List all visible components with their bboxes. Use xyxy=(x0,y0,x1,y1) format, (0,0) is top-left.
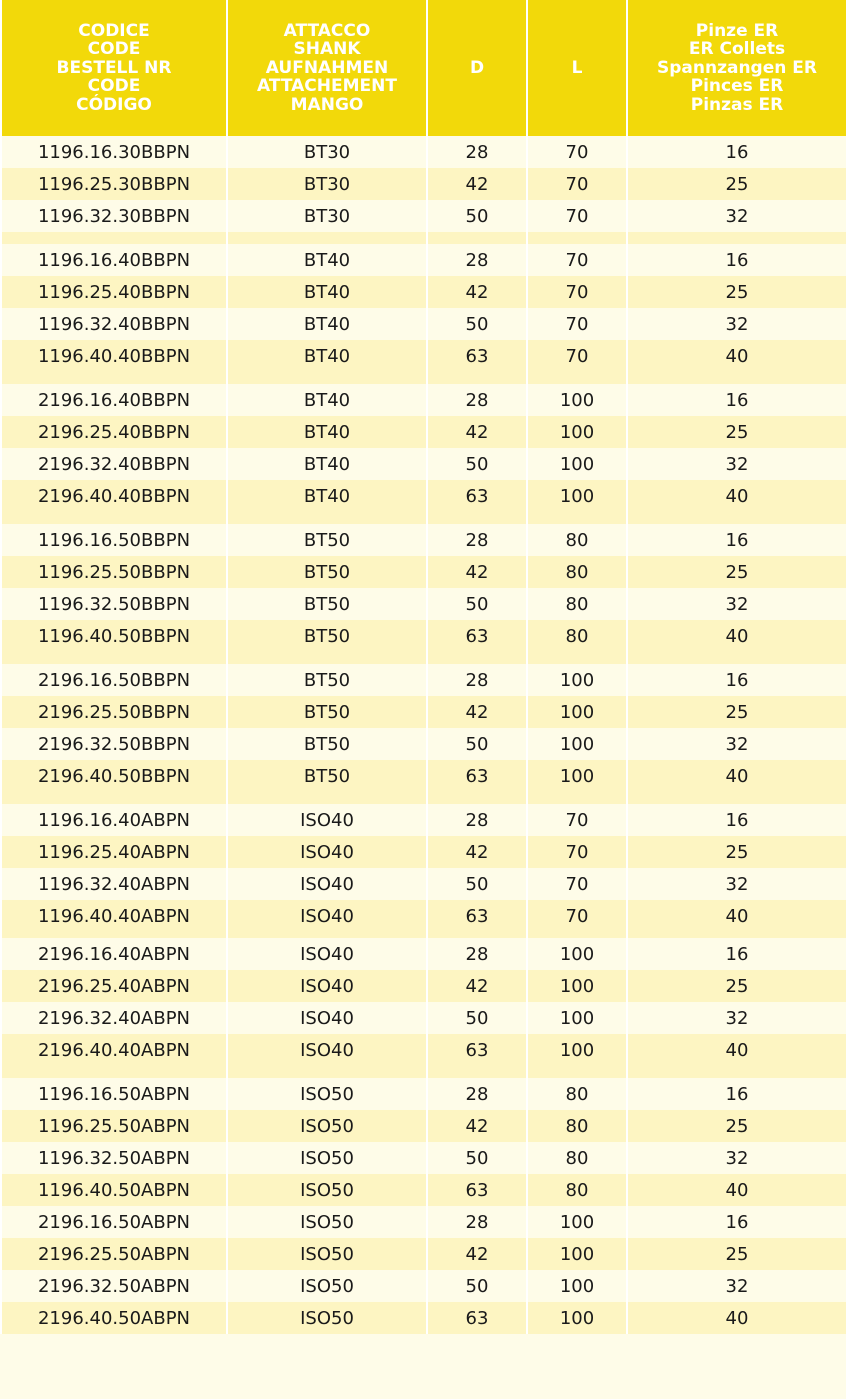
cell-l: 70 xyxy=(527,900,627,932)
group-separator xyxy=(1,372,846,384)
cell-code: 2196.32.40ABPN xyxy=(1,1002,227,1034)
cell-d: 63 xyxy=(427,760,527,792)
separator-cell xyxy=(627,372,846,384)
cell-d: 42 xyxy=(427,696,527,728)
cell-collet: 40 xyxy=(627,900,846,932)
cell-d: 42 xyxy=(427,276,527,308)
cell-code: 2196.16.40BBPN xyxy=(1,384,227,416)
cell-shank: BT30 xyxy=(227,200,427,232)
separator-cell xyxy=(427,372,527,384)
cell-collet: 40 xyxy=(627,1302,846,1334)
cell-collet: 32 xyxy=(627,1142,846,1174)
cell-shank: ISO50 xyxy=(227,1270,427,1302)
cell-d: 28 xyxy=(427,804,527,836)
cell-l: 70 xyxy=(527,340,627,372)
cell-collet: 40 xyxy=(627,480,846,512)
cell-d: 28 xyxy=(427,938,527,970)
cell-shank: BT40 xyxy=(227,340,427,372)
separator-cell xyxy=(427,232,527,244)
cell-shank: ISO50 xyxy=(227,1238,427,1270)
cell-shank: ISO40 xyxy=(227,1002,427,1034)
cell-l: 70 xyxy=(527,136,627,168)
cell-code: 2196.25.40BBPN xyxy=(1,416,227,448)
cell-d: 50 xyxy=(427,728,527,760)
cell-d: 42 xyxy=(427,1238,527,1270)
separator-cell xyxy=(427,652,527,664)
cell-collet: 32 xyxy=(627,308,846,340)
cell-collet: 25 xyxy=(627,836,846,868)
cell-code: 1196.25.50BBPN xyxy=(1,556,227,588)
table-row xyxy=(1,938,846,970)
table-row xyxy=(1,1110,846,1142)
table-row xyxy=(1,556,846,588)
table-row xyxy=(1,276,846,308)
table-row xyxy=(1,1206,846,1238)
separator-cell xyxy=(227,792,427,804)
separator-cell xyxy=(1,232,227,244)
cell-shank: BT50 xyxy=(227,760,427,792)
table-row xyxy=(1,664,846,696)
cell-l: 80 xyxy=(527,524,627,556)
separator-cell xyxy=(227,652,427,664)
header-code: CODICE CODE BESTELL NR CODE CÓDIGO xyxy=(1,0,227,136)
cell-shank: ISO50 xyxy=(227,1302,427,1334)
cell-d: 42 xyxy=(427,970,527,1002)
cell-shank: ISO50 xyxy=(227,1142,427,1174)
cell-l: 80 xyxy=(527,620,627,652)
header-l: L xyxy=(527,0,627,136)
cell-code: 2196.25.40ABPN xyxy=(1,970,227,1002)
separator-cell xyxy=(527,652,627,664)
cell-d: 50 xyxy=(427,448,527,480)
cell-l: 80 xyxy=(527,556,627,588)
table-row xyxy=(1,804,846,836)
cell-code: 1196.40.40BBPN xyxy=(1,340,227,372)
table-row xyxy=(1,384,846,416)
cell-shank: ISO40 xyxy=(227,1034,427,1066)
cell-shank: BT40 xyxy=(227,308,427,340)
cell-collet: 25 xyxy=(627,696,846,728)
cell-shank: ISO40 xyxy=(227,900,427,932)
cell-d: 28 xyxy=(427,136,527,168)
cell-l: 100 xyxy=(527,760,627,792)
cell-code: 1196.32.30BBPN xyxy=(1,200,227,232)
cell-shank: ISO40 xyxy=(227,938,427,970)
table-row xyxy=(1,696,846,728)
cell-code: 1196.25.40BBPN xyxy=(1,276,227,308)
cell-shank: BT40 xyxy=(227,244,427,276)
cell-shank: BT50 xyxy=(227,696,427,728)
cell-collet: 40 xyxy=(627,1174,846,1206)
cell-l: 100 xyxy=(527,448,627,480)
separator-cell xyxy=(1,1066,227,1078)
cell-l: 70 xyxy=(527,244,627,276)
cell-code: 2196.40.50BBPN xyxy=(1,760,227,792)
separator-cell xyxy=(227,372,427,384)
cell-shank: BT40 xyxy=(227,276,427,308)
cell-code: 1196.25.50ABPN xyxy=(1,1110,227,1142)
separator-cell xyxy=(1,512,227,524)
table-row xyxy=(1,900,846,932)
cell-code: 1196.32.40BBPN xyxy=(1,308,227,340)
cell-l: 100 xyxy=(527,970,627,1002)
table-row xyxy=(1,448,846,480)
cell-shank: ISO50 xyxy=(227,1078,427,1110)
cell-code: 1196.32.40ABPN xyxy=(1,868,227,900)
cell-collet: 16 xyxy=(627,938,846,970)
cell-code: 1196.32.50BBPN xyxy=(1,588,227,620)
cell-d: 42 xyxy=(427,1110,527,1142)
cell-code: 2196.16.50BBPN xyxy=(1,664,227,696)
cell-collet: 32 xyxy=(627,1270,846,1302)
cell-code: 1196.16.40BBPN xyxy=(1,244,227,276)
separator-cell xyxy=(1,372,227,384)
separator-cell xyxy=(627,792,846,804)
cell-code: 1196.40.40ABPN xyxy=(1,900,227,932)
cell-d: 28 xyxy=(427,244,527,276)
cell-l: 80 xyxy=(527,1174,627,1206)
table-row xyxy=(1,168,846,200)
cell-code: 2196.25.50BBPN xyxy=(1,696,227,728)
cell-code: 1196.32.50ABPN xyxy=(1,1142,227,1174)
table-row xyxy=(1,416,846,448)
cell-collet: 40 xyxy=(627,340,846,372)
cell-d: 63 xyxy=(427,900,527,932)
cell-code: 1196.16.50BBPN xyxy=(1,524,227,556)
cell-d: 63 xyxy=(427,1302,527,1334)
cell-shank: BT40 xyxy=(227,416,427,448)
table-row xyxy=(1,970,846,1002)
cell-collet: 16 xyxy=(627,384,846,416)
table-row xyxy=(1,1002,846,1034)
separator-cell xyxy=(227,1066,427,1078)
table-row xyxy=(1,244,846,276)
separator-cell xyxy=(527,792,627,804)
table-row xyxy=(1,1142,846,1174)
cell-code: 2196.32.40BBPN xyxy=(1,448,227,480)
cell-shank: ISO40 xyxy=(227,868,427,900)
cell-code: 2196.16.40ABPN xyxy=(1,938,227,970)
cell-shank: BT50 xyxy=(227,728,427,760)
cell-l: 100 xyxy=(527,416,627,448)
cell-code: 2196.25.50ABPN xyxy=(1,1238,227,1270)
group-separator xyxy=(1,1066,846,1078)
separator-cell xyxy=(227,512,427,524)
cell-collet: 25 xyxy=(627,276,846,308)
table-row xyxy=(1,1034,846,1066)
cell-collet: 16 xyxy=(627,1078,846,1110)
cell-code: 1196.16.30BBPN xyxy=(1,136,227,168)
cell-l: 70 xyxy=(527,804,627,836)
cell-collet: 25 xyxy=(627,168,846,200)
cell-collet: 16 xyxy=(627,244,846,276)
separator-cell xyxy=(627,232,846,244)
cell-collet: 40 xyxy=(627,620,846,652)
table-row xyxy=(1,524,846,556)
cell-l: 100 xyxy=(527,1270,627,1302)
header-row xyxy=(1,0,846,136)
cell-d: 50 xyxy=(427,1142,527,1174)
cell-code: 2196.32.50ABPN xyxy=(1,1270,227,1302)
cell-shank: ISO40 xyxy=(227,804,427,836)
cell-l: 70 xyxy=(527,308,627,340)
cell-shank: BT30 xyxy=(227,136,427,168)
cell-l: 70 xyxy=(527,200,627,232)
cell-l: 70 xyxy=(527,168,627,200)
cell-collet: 16 xyxy=(627,804,846,836)
table-row xyxy=(1,1270,846,1302)
cell-code: 2196.40.50ABPN xyxy=(1,1302,227,1334)
cell-code: 2196.16.50ABPN xyxy=(1,1206,227,1238)
separator-cell xyxy=(427,792,527,804)
cell-code: 2196.40.40ABPN xyxy=(1,1034,227,1066)
cell-l: 100 xyxy=(527,1206,627,1238)
cell-d: 28 xyxy=(427,1206,527,1238)
group-separator xyxy=(1,792,846,804)
separator-cell xyxy=(1,652,227,664)
cell-shank: ISO50 xyxy=(227,1174,427,1206)
cell-collet: 25 xyxy=(627,416,846,448)
table-row xyxy=(1,1238,846,1270)
header-collets: Pinze ER ER Collets Spannzangen ER Pinces ER Pinzas ER xyxy=(627,0,846,136)
group-separator xyxy=(1,652,846,664)
separator-cell xyxy=(427,512,527,524)
table-row xyxy=(1,1302,846,1334)
separator-cell xyxy=(527,232,627,244)
separator-cell xyxy=(627,1066,846,1078)
cell-code: 2196.40.40BBPN xyxy=(1,480,227,512)
cell-l: 80 xyxy=(527,1078,627,1110)
separator-cell xyxy=(627,512,846,524)
group-separator xyxy=(1,512,846,524)
cell-l: 100 xyxy=(527,938,627,970)
table-row xyxy=(1,1174,846,1206)
cell-collet: 25 xyxy=(627,1238,846,1270)
header-d: D xyxy=(427,0,527,136)
cell-collet: 25 xyxy=(627,556,846,588)
cell-collet: 16 xyxy=(627,136,846,168)
header-shank: ATTACCO SHANK AUFNAHMEN ATTACHEMENT MANGO xyxy=(227,0,427,136)
table-row xyxy=(1,480,846,512)
separator-cell xyxy=(1,792,227,804)
separator-cell xyxy=(527,372,627,384)
cell-d: 50 xyxy=(427,1270,527,1302)
cell-l: 80 xyxy=(527,588,627,620)
cell-l: 70 xyxy=(527,836,627,868)
cell-l: 70 xyxy=(527,868,627,900)
cell-d: 50 xyxy=(427,308,527,340)
table-body xyxy=(1,136,846,1334)
separator-cell xyxy=(427,1066,527,1078)
cell-shank: ISO40 xyxy=(227,970,427,1002)
cell-shank: ISO40 xyxy=(227,836,427,868)
cell-l: 80 xyxy=(527,1142,627,1174)
cell-shank: BT50 xyxy=(227,664,427,696)
cell-l: 80 xyxy=(527,1110,627,1142)
table-row xyxy=(1,620,846,652)
separator-cell xyxy=(527,1066,627,1078)
cell-code: 1196.16.50ABPN xyxy=(1,1078,227,1110)
table-row xyxy=(1,868,846,900)
cell-collet: 40 xyxy=(627,760,846,792)
cell-d: 42 xyxy=(427,556,527,588)
cell-code: 2196.32.50BBPN xyxy=(1,728,227,760)
cell-d: 50 xyxy=(427,868,527,900)
cell-l: 100 xyxy=(527,1002,627,1034)
table-row xyxy=(1,340,846,372)
cell-shank: BT50 xyxy=(227,588,427,620)
cell-shank: BT40 xyxy=(227,384,427,416)
cell-collet: 32 xyxy=(627,868,846,900)
cell-code: 1196.40.50ABPN xyxy=(1,1174,227,1206)
separator-cell xyxy=(227,232,427,244)
cell-d: 63 xyxy=(427,340,527,372)
cell-code: 1196.25.40ABPN xyxy=(1,836,227,868)
cell-l: 100 xyxy=(527,664,627,696)
separator-cell xyxy=(627,652,846,664)
cell-d: 50 xyxy=(427,1002,527,1034)
cell-d: 28 xyxy=(427,1078,527,1110)
cell-d: 63 xyxy=(427,1174,527,1206)
cell-collet: 16 xyxy=(627,524,846,556)
cell-shank: ISO50 xyxy=(227,1206,427,1238)
cell-d: 50 xyxy=(427,588,527,620)
table-row xyxy=(1,760,846,792)
cell-l: 100 xyxy=(527,1238,627,1270)
cell-collet: 32 xyxy=(627,448,846,480)
cell-collet: 25 xyxy=(627,1110,846,1142)
cell-code: 1196.25.30BBPN xyxy=(1,168,227,200)
cell-shank: BT50 xyxy=(227,556,427,588)
group-separator xyxy=(1,232,846,244)
cell-collet: 25 xyxy=(627,970,846,1002)
cell-l: 70 xyxy=(527,276,627,308)
cell-shank: BT30 xyxy=(227,168,427,200)
cell-d: 42 xyxy=(427,836,527,868)
cell-code: 1196.40.50BBPN xyxy=(1,620,227,652)
cell-d: 28 xyxy=(427,384,527,416)
cell-d: 28 xyxy=(427,524,527,556)
cell-l: 100 xyxy=(527,1034,627,1066)
cell-d: 63 xyxy=(427,1034,527,1066)
table-row xyxy=(1,836,846,868)
cell-l: 100 xyxy=(527,728,627,760)
cell-collet: 32 xyxy=(627,588,846,620)
cell-code: 1196.16.40ABPN xyxy=(1,804,227,836)
table-row xyxy=(1,200,846,232)
cell-d: 28 xyxy=(427,664,527,696)
cell-shank: ISO50 xyxy=(227,1110,427,1142)
table-row xyxy=(1,136,846,168)
cell-d: 63 xyxy=(427,480,527,512)
cell-collet: 16 xyxy=(627,1206,846,1238)
cell-collet: 32 xyxy=(627,200,846,232)
cell-collet: 32 xyxy=(627,728,846,760)
cell-shank: BT40 xyxy=(227,448,427,480)
cell-collet: 16 xyxy=(627,664,846,696)
cell-d: 42 xyxy=(427,416,527,448)
cell-l: 100 xyxy=(527,696,627,728)
cell-shank: BT50 xyxy=(227,524,427,556)
cell-l: 100 xyxy=(527,1302,627,1334)
cell-shank: BT50 xyxy=(227,620,427,652)
cell-d: 50 xyxy=(427,200,527,232)
cell-collet: 40 xyxy=(627,1034,846,1066)
cell-d: 42 xyxy=(427,168,527,200)
cell-shank: BT40 xyxy=(227,480,427,512)
table-row xyxy=(1,1078,846,1110)
cell-l: 100 xyxy=(527,480,627,512)
table-row xyxy=(1,728,846,760)
table-row xyxy=(1,588,846,620)
cell-l: 100 xyxy=(527,384,627,416)
cell-d: 63 xyxy=(427,620,527,652)
table-row xyxy=(1,308,846,340)
cell-collet: 32 xyxy=(627,1002,846,1034)
separator-cell xyxy=(527,512,627,524)
